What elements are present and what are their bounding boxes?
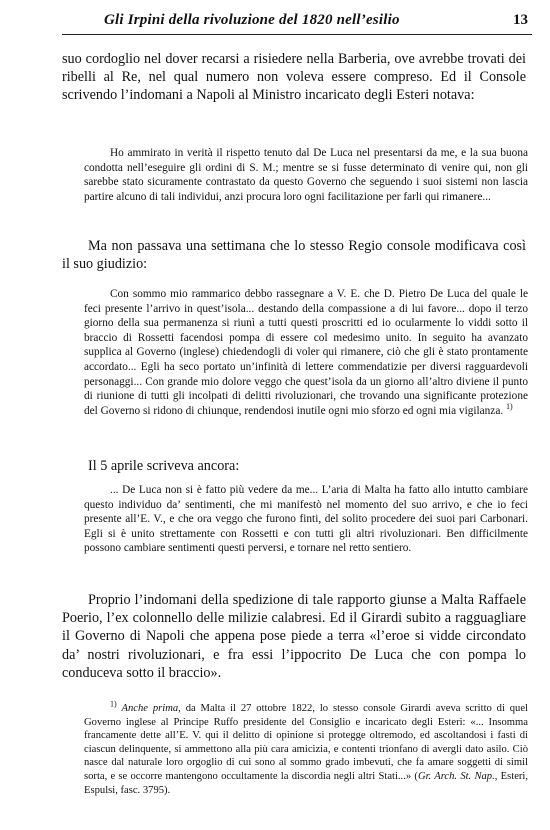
- footnote-lead: Anche prima,: [121, 703, 181, 714]
- running-header: [62, 8, 532, 34]
- quotation-text: Ho ammirato in verità il rispetto tenuto dal De Luca nel presentarsi da me, e la sua buona condotta nell’eseguire gli ordini di S. M.; mentre se si fusse determinato di venire qui, non gli sarebbe stato sicuramente contrastato da questo Governo che seguendo i suoi sistemi non lascia partire alcuno di tali individui, anzi procura loro ogni facilitazione per farli qui rimanere...: [84, 147, 528, 203]
- paragraph-3: [62, 457, 526, 475]
- paragraph-continuation: [62, 50, 526, 105]
- footnote-mark: 1): [110, 699, 117, 709]
- quotation-text: ... De Luca non si è fatto più vedere da me... L’aria di Malta ha fatto allo intutto cambiare questo individuo da’ sentimenti, che mi manifestò nel momento del suo arrivo, e che io feci presente all’E. V., e che ora veggo che furono finti, del solito procedere dei suoi pari Carbonari. Egli si è unito strettamente con Rossetti e con tutti gli altri rivoluzionari. Ben difficilmente possono cambiare sentimenti questi perversi, e tornare nel retto sentiero.: [84, 484, 528, 555]
- quotation-2: [84, 287, 528, 418]
- footnote: [84, 699, 529, 797]
- quotation-text: Con sommo mio rammarico debbo rassegnare a V. E. che D. Pietro De Luca del quale le feci presente l’arrivo in quest’isola... destando della compassione a di lui favore... dopo il terzo giorno della sua permanenza si riunì a tutti questi proscritti ed io ocularmente lo viddi sotto il braccio di Rossetti facendosi pompa di essere col medesimo unito. In seguito ha avanzato supplica al Governo (inglese) chiedendogli di voler qui rimanere, ciò che gli è stato prontamente accordato... Egli ha seco portato un’infinità di lettere commendatizie per diversi ragguardevoli personaggi... Con grande mio dolore veggo che quest’isola da un giorno all’altro diviene il punto di riunione di tutti gli incolpati di delitti rivoluzionari, che trovando una significante protezione del Governo si ridono di chiunque, rendendosi inutile ogni mio sforzo ed ogni mia vigilanza.: [84, 288, 528, 417]
- page-number: 13: [513, 12, 528, 28]
- paragraph-text: Il 5 aprile scriveva ancora:: [88, 458, 240, 474]
- footnote-text: da Malta il 27 ottobre 1822, lo stesso console Girardi aveva scritto di quel Governo inglese al Principe Ruffo presidente del Consiglio e incaricato degli Esteri: «... Insomma francamente dette all’E. V. qui il delitto di opinione si protegge oltremodo, ed ascoltandosi i fasti di ciascun delinquente, si ammettono alla più cara amicizia, e contenti trionfano di avergli dato asilo. Ciò nasce dal naturale loro orgoglio di cui sono al sommo grado imbevuti, che fa amare soggetti di simil sorta, e se occorre mantengono occultamente la discordia negli altri Stati...»: [84, 703, 529, 782]
- paragraph-4: [62, 591, 526, 682]
- citation-open: (: [414, 770, 418, 782]
- running-title: Gli Irpini della rivoluzione del 1820 nell’esilio: [104, 12, 400, 28]
- header-rule: [62, 34, 532, 35]
- footnote-reference: 1): [505, 401, 513, 411]
- paragraph-text: Proprio l’indomani della spedizione di tale rapporto giunse a Malta Raffaele Poerio, l’ex colonnello delle milizie calabresi. Ed il Girardi subito a ragguagliare il Governo di Napoli che appena pose piede a terra «l’eroe si vidde circondato da’ nostri rivoluzionari, e fra essi l’ippocrito De Luca che con pompa lo conduceva sotto il braccio».: [62, 592, 526, 681]
- paragraph-text: suo cordoglio nel dover recarsi a risiedere nella Barberia, ove avrebbe trovati dei ribelli al Re, nel qual numero non voleva essere compreso. Ed il Console scrivendo l’indomani a Napoli al Ministro incaricato degli Esteri notava:: [62, 51, 526, 104]
- archive-citation: Gr. Arch. St. Nap.: [417, 770, 495, 782]
- paragraph-2: [62, 237, 526, 273]
- paragraph-text: Ma non passava una settimana che lo stesso Regio console modificava così il suo giudizio:: [62, 238, 526, 273]
- citation-rest: , Esteri, Espulsi, fasc. 3795).: [84, 770, 529, 796]
- quotation-1: [84, 146, 528, 204]
- quotation-3: [84, 483, 528, 556]
